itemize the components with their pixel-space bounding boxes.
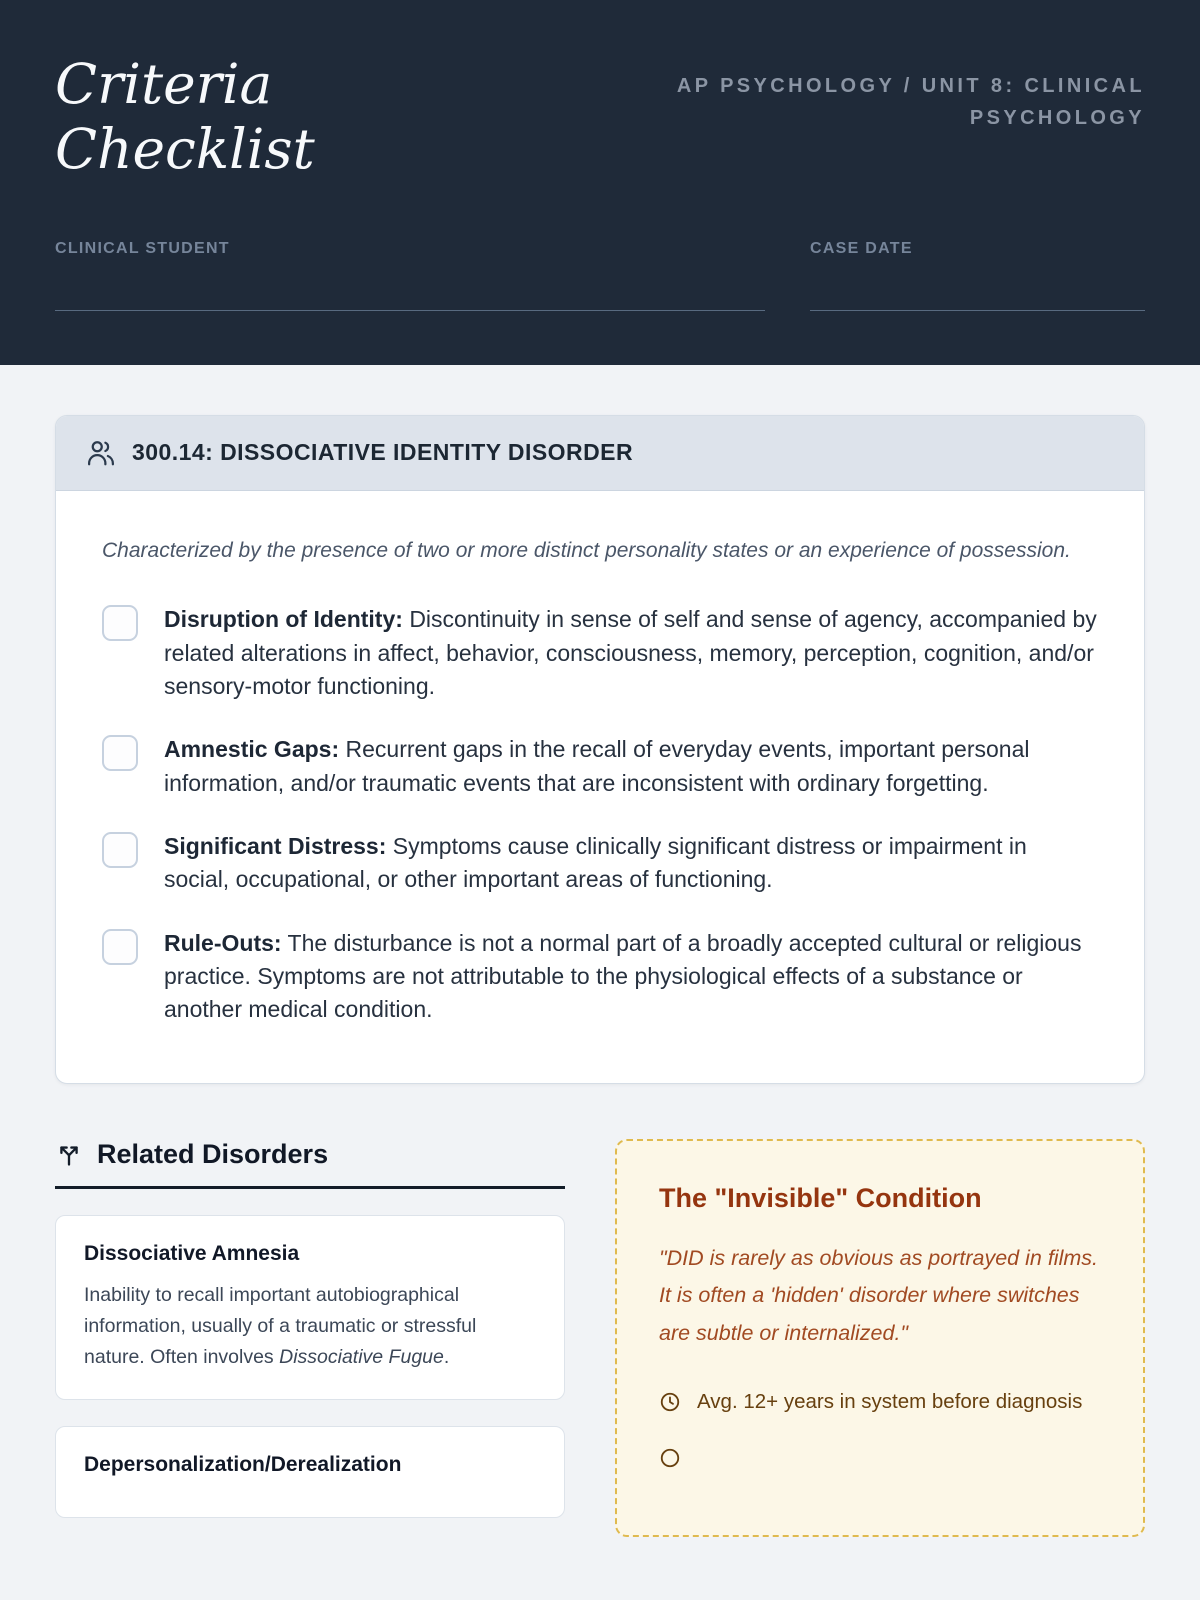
callout-fact [659, 1443, 1101, 1469]
page-title [55, 52, 315, 182]
callout-fact [659, 1387, 1101, 1418]
related-card-title: Depersonalization/Derealization [84, 1453, 402, 1477]
criteria-checkbox-distress[interactable] [102, 832, 138, 868]
related-card-text-end: . [443, 1346, 450, 1369]
criteria-detail: Symptoms cause clinically significant distress or impairment in social, occupational, or other important areas of functioning. [164, 833, 1027, 893]
criteria-text [164, 927, 1098, 1027]
criteria-term: Significant Distress: [164, 833, 387, 860]
bottom-section [55, 1139, 1145, 1538]
criteria-card-body [56, 491, 1144, 1083]
disorder-title: 300.14: DISSOCIATIVE IDENTITY DISORDER [132, 439, 634, 466]
callout-title: The "Invisible" Condition [659, 1182, 982, 1213]
related-card-dissociative-amnesia [55, 1215, 565, 1401]
bullet-icon [659, 1443, 681, 1469]
case-date-field[interactable] [810, 310, 1145, 311]
page-title-line2: Checklist [55, 116, 315, 181]
criteria-text [164, 603, 1098, 703]
page-title-line1: Criteria [55, 52, 273, 116]
invisible-condition-callout [615, 1139, 1145, 1538]
related-disorders-column [55, 1139, 565, 1519]
related-disorders-title: Related Disorders [97, 1138, 329, 1169]
related-card-text: Inability to recall important autobiographical information, usually of a traumatic or stressful nature. Often involves [84, 1283, 477, 1369]
criteria-text [164, 830, 1098, 897]
criteria-detail: The disturbance is not a normal part of a broadly accepted cultural or religious practice. Symptoms are not attributable to the physiological effects of a substance or another medical condition. [164, 929, 1082, 1023]
criteria-item [102, 830, 1098, 897]
related-card-title: Dissociative Amnesia [84, 1241, 300, 1265]
callout-column [615, 1139, 1145, 1538]
clock-icon [659, 1387, 681, 1413]
related-card-italic-term: Dissociative Fugue [279, 1346, 444, 1369]
clinical-student-field[interactable] [55, 310, 765, 311]
criteria-card-header [56, 416, 1144, 491]
branch-icon [55, 1140, 83, 1168]
criteria-item [102, 733, 1098, 800]
criteria-detail: Discontinuity in sense of self and sense of agency, accompanied by related alterations in affect, behavior, consciousness, memory, perception, cognition, and/or sensory-motor functioning. [164, 606, 1097, 700]
criteria-checkbox-amnestic[interactable] [102, 735, 138, 771]
criteria-text [164, 733, 1098, 800]
criteria-item [102, 927, 1098, 1027]
document-header [0, 0, 1200, 365]
criteria-detail: Recurrent gaps in the recall of everyday events, important personal information, and/or traumatic events that are inconsistent with ordinary forgetting. [164, 736, 1030, 796]
callout-quote: "DID is rarely as obvious as portrayed in films. It is often a 'hidden' disorder where switches are subtle or internalized." [659, 1245, 1098, 1346]
clinical-student-label: CLINICAL STUDENT [55, 239, 230, 257]
criteria-term: Amnestic Gaps: [164, 736, 340, 763]
callout-fact-text: Avg. 12+ years in system before diagnosis [697, 1389, 1083, 1413]
users-icon [86, 438, 116, 468]
related-disorders-heading [55, 1139, 565, 1189]
criteria-term: Rule-Outs: [164, 929, 282, 956]
criteria-term: Disruption of Identity: [164, 606, 403, 633]
case-date-label: CASE DATE [810, 239, 913, 257]
criteria-checkbox-ruleouts[interactable] [102, 929, 138, 965]
criteria-checkbox-disruption[interactable] [102, 605, 138, 641]
page-body [0, 365, 1200, 1538]
related-card-body [84, 1280, 536, 1374]
disorder-description: Characterized by the presence of two or more distinct personality states or an experience of possession. [102, 538, 1071, 562]
related-card-depersonalization [55, 1426, 565, 1518]
criteria-card [55, 415, 1145, 1084]
course-label: AP PSYCHOLOGY / UNIT 8: CLINICAL PSYCHOLOGY [676, 75, 1145, 129]
criteria-item [102, 603, 1098, 703]
